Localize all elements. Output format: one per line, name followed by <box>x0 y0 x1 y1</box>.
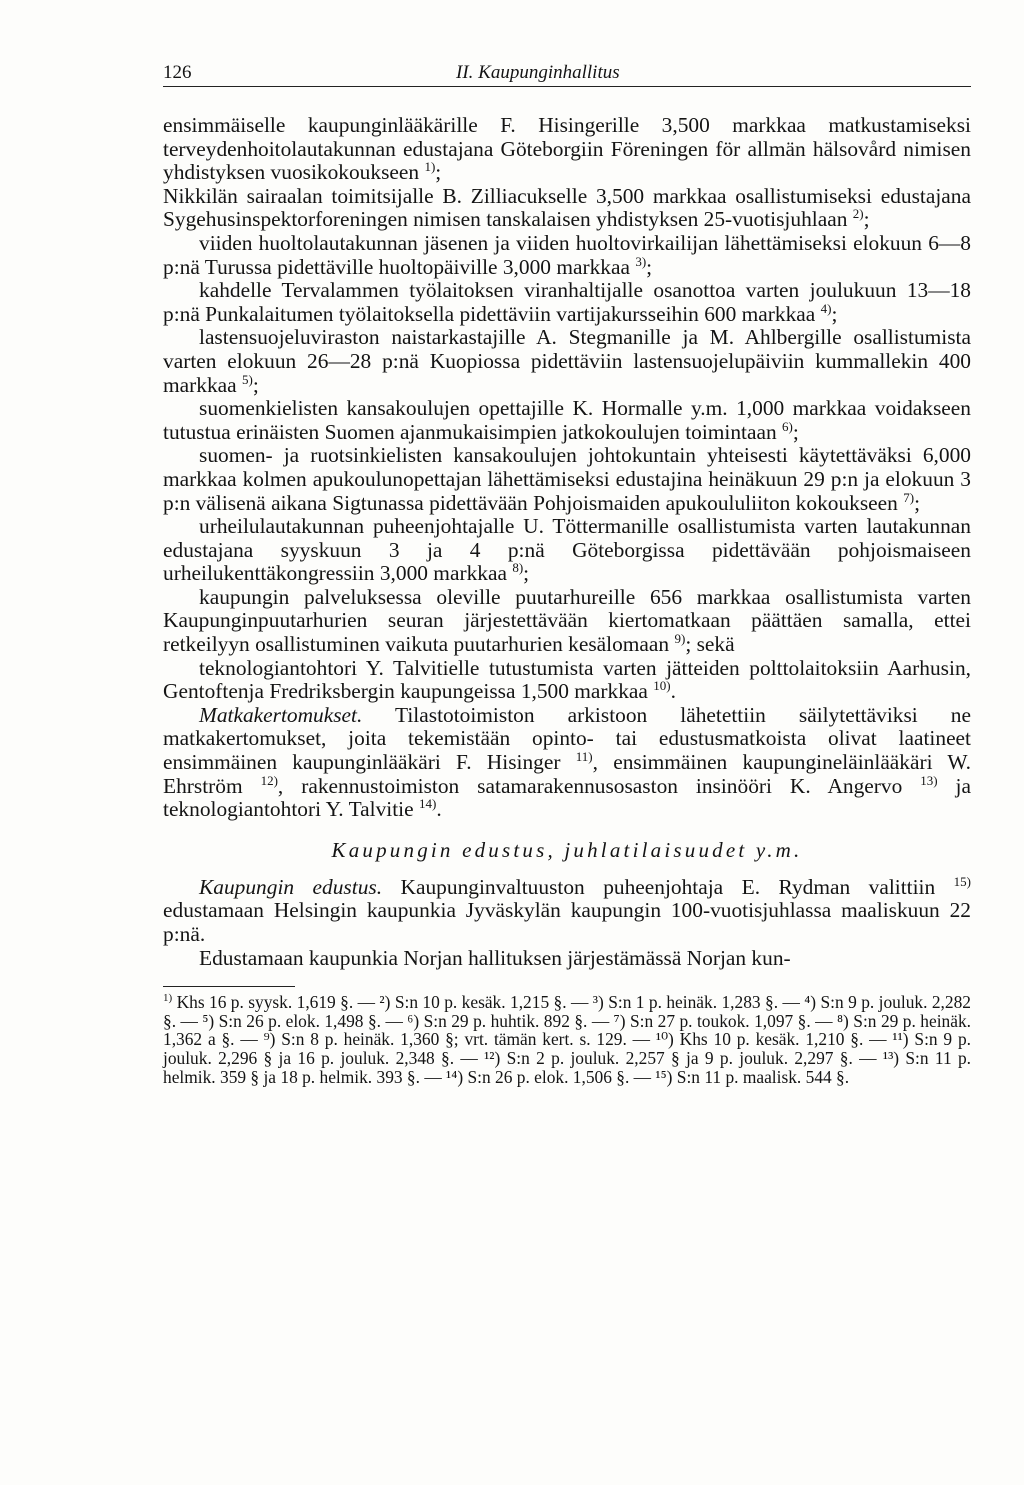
chapter-title: II. Kaupunginhallitus <box>456 62 620 83</box>
body-text <box>163 114 971 970</box>
paragraph: viiden huoltolautakunnan jäsenen ja viiden huoltovirkailijan lähettämiseksi elokuun 6—8 p:nä Turussa pidettäville huoltopäiville 3,000 markkaa $^{3)}$; <box>163 230 971 279</box>
footnote-ref: 11) <box>575 748 593 764</box>
footnote-ref: 5) <box>242 371 253 387</box>
footnotes: $^{1)}$ Khs 16 p. syysk. 1,619 §. — ²) S:n 10 p. kesäk. 1,215 §. — ³) S:n 1 p. heinäk. 1,283 §. — ⁴) S:n 9 p. jouluk. 2,282 §. — ⁵) S:n 26 p. elok. 1,498 §. — ⁶) S:n 29 p. huhtik. 892 §. — ⁷) S:n 27 p. toukok. 1,097 §. — ⁸) S:n 29 p. heinäk. 1,362 a §. — ⁹) S:n 8 p. heinäk. 1,360 §; vrt. tämän kert. s. 129. — ¹⁰) Khs 10 p. kesäk. 1,210 §. — ¹¹) S:n 9 p. jouluk. 2,296 § ja 16 p. jouluk. 2,348 §. — ¹²) S:n 2 p. jouluk. 2,257 § ja 9 p. jouluk. 2,297 §. — ¹³) S:n 11 p. helmik. 359 § ja 18 p. helmik. 393 §. — ¹⁴) S:n 26 p. elok. 1,506 §. — ¹⁵) S:n 11 p. maalisk. 544 §. <box>163 992 971 1087</box>
footnote-ref: 8) <box>512 560 524 576</box>
paragraph: lastensuojeluviraston naistarkastajille A. Stegmanille ja M. Ahlbergille osallistumista varten elokuun 26—28 p:nä Kuopiossa pidettäviin lastensuojelupäiviin kummallekin 400 markkaa $^{5)}$; <box>163 325 971 397</box>
paragraph: teknologiantohtori Y. Talvitielle tutustumista varten jätteiden polttolaitoksiin Aarhusin, Gentoftenja Fredriksbergin kaupungeissa 1,500 markkaa $^{10)}$. <box>163 655 971 704</box>
section-heading: Kaupungin edustus, juhlatilaisuudet y.m. <box>331 837 803 862</box>
paragraph: ensimmäiselle kaupunginlääkärille F. Hisingerille 3,500 markkaa matkustamiseksi terveydenhoitolautakunnan edustajana Göteborgiin Föreningen för allmän hälsovård nimisen yhdistyksen vuosikokoukseen $^{1)}$; <box>163 113 971 185</box>
footnote-ref: 2) <box>852 206 864 222</box>
footnote-ref: 13) <box>920 772 938 788</box>
paragraph: kahdelle Tervalammen työlaitoksen viranhaltijalle osanottoa varten joulukuun 13—18 p:nä Punkalaitumen työlaitoksella pidettäviin vartijakursseihin 600 markkaa $^{4)}$; <box>163 278 971 326</box>
paragraph: Nikkilän sairaalan toimitsijalle B. Zilliacukselle 3,500 markkaa osallistumiseksi edustajana Sygehusinspektorforeningen nimisen tanskalaisen yhdistyksen 25-vuotisjuhlaan $^{2)}$; <box>163 183 971 232</box>
run-in-heading: Matkakertomukset. <box>199 702 363 727</box>
footnote-separator <box>163 986 295 987</box>
paragraph: Kaupungin edustus. Kaupunginvaltuuston puheenjohtaja E. Rydman valittiin $^{15)}$ edustamaan Helsingin kaupunkia Jyväskylän kaupungin 100-vuotisjuhlassa maaliskuun 22 p:nä. <box>163 873 972 946</box>
footnote-ref: 1) <box>424 159 436 175</box>
page-number: 126 <box>163 62 192 83</box>
footnote-ref: 3) <box>635 253 647 269</box>
footnote-ref: 14) <box>418 796 437 812</box>
footnote-ref: 12) <box>260 772 278 788</box>
footnote-ref: 6) <box>782 418 793 434</box>
paragraph: kaupungin palveluksessa oleville puutarhureille 656 markkaa osallistumista varten Kaupunginpuutarhurien seuran järjestettävään kiertomatkaan päättäen samalla, ettei retkeilyyn osallistuminen vaikuta puutarhurien kesälomaan $^{9)}$; sekä <box>163 584 971 657</box>
page <box>163 52 971 1086</box>
running-head <box>163 52 971 87</box>
paragraph: Matkakertomukset. Tilastotoimiston arkistoon lähetettiin säilytettäviksi ne matkakertomukset, joita tekemistään opinto- tai edustusmatkoista olivat laatineet ensimmäinen kaupunginlääkäri F. Hisinger $^{11)}$, ensimmäinen kaupungineläinlääkäri W. Ehrström $^{12)}$, rakennustoimiston satamarakennusosaston insinööri K. Angervo $^{13)}$ ja teknologiantohtori Y. Talvitie $^{14)}$. <box>163 702 971 822</box>
footnote-marker: 1) <box>163 992 173 1005</box>
paragraph: urheilulautakunnan puheenjohtajalle U. Töttermanille osallistumista varten lautakunnan edustajana syyskuun 3 ja 4 p:nä Göteborgissa pidettävään pohjoismaiseen urheilukenttäkongressiin 3,000 markkaa $^{8)}$; <box>163 514 971 586</box>
footnote-ref: 9) <box>674 630 686 646</box>
footnote-ref: 15) <box>953 873 972 889</box>
footnote-ref: 4) <box>820 300 832 316</box>
paragraph: Edustamaan kaupunkia Norjan hallituksen järjestämässä Norjan kun- <box>199 945 791 970</box>
footnote-ref: 7) <box>903 489 915 505</box>
paragraph: suomenkielisten kansakoulujen opettajille K. Hormalle y.m. 1,000 markkaa voidakseen tutustua erinäisten Suomen ajanmukaisimpien jatkokoulujen toimintaan $^{6)}$; <box>163 396 971 444</box>
run-in-heading: Kaupungin edustus. <box>199 874 383 899</box>
footnote-ref: 10) <box>653 678 671 694</box>
paragraph: suomen- ja ruotsinkielisten kansakoulujen johtokuntain yhteisesti käytettäväksi 6,000 markkaa kolmen apukoulunopettajan lähettämiseksi edustajina heinäkuun 29 p:n ja elokuun 3 p:n välisenä aikana Sigtunassa pidettävään Pohjoismaiden apukoululiiton kokoukseen $^{7)}$; <box>163 443 971 515</box>
